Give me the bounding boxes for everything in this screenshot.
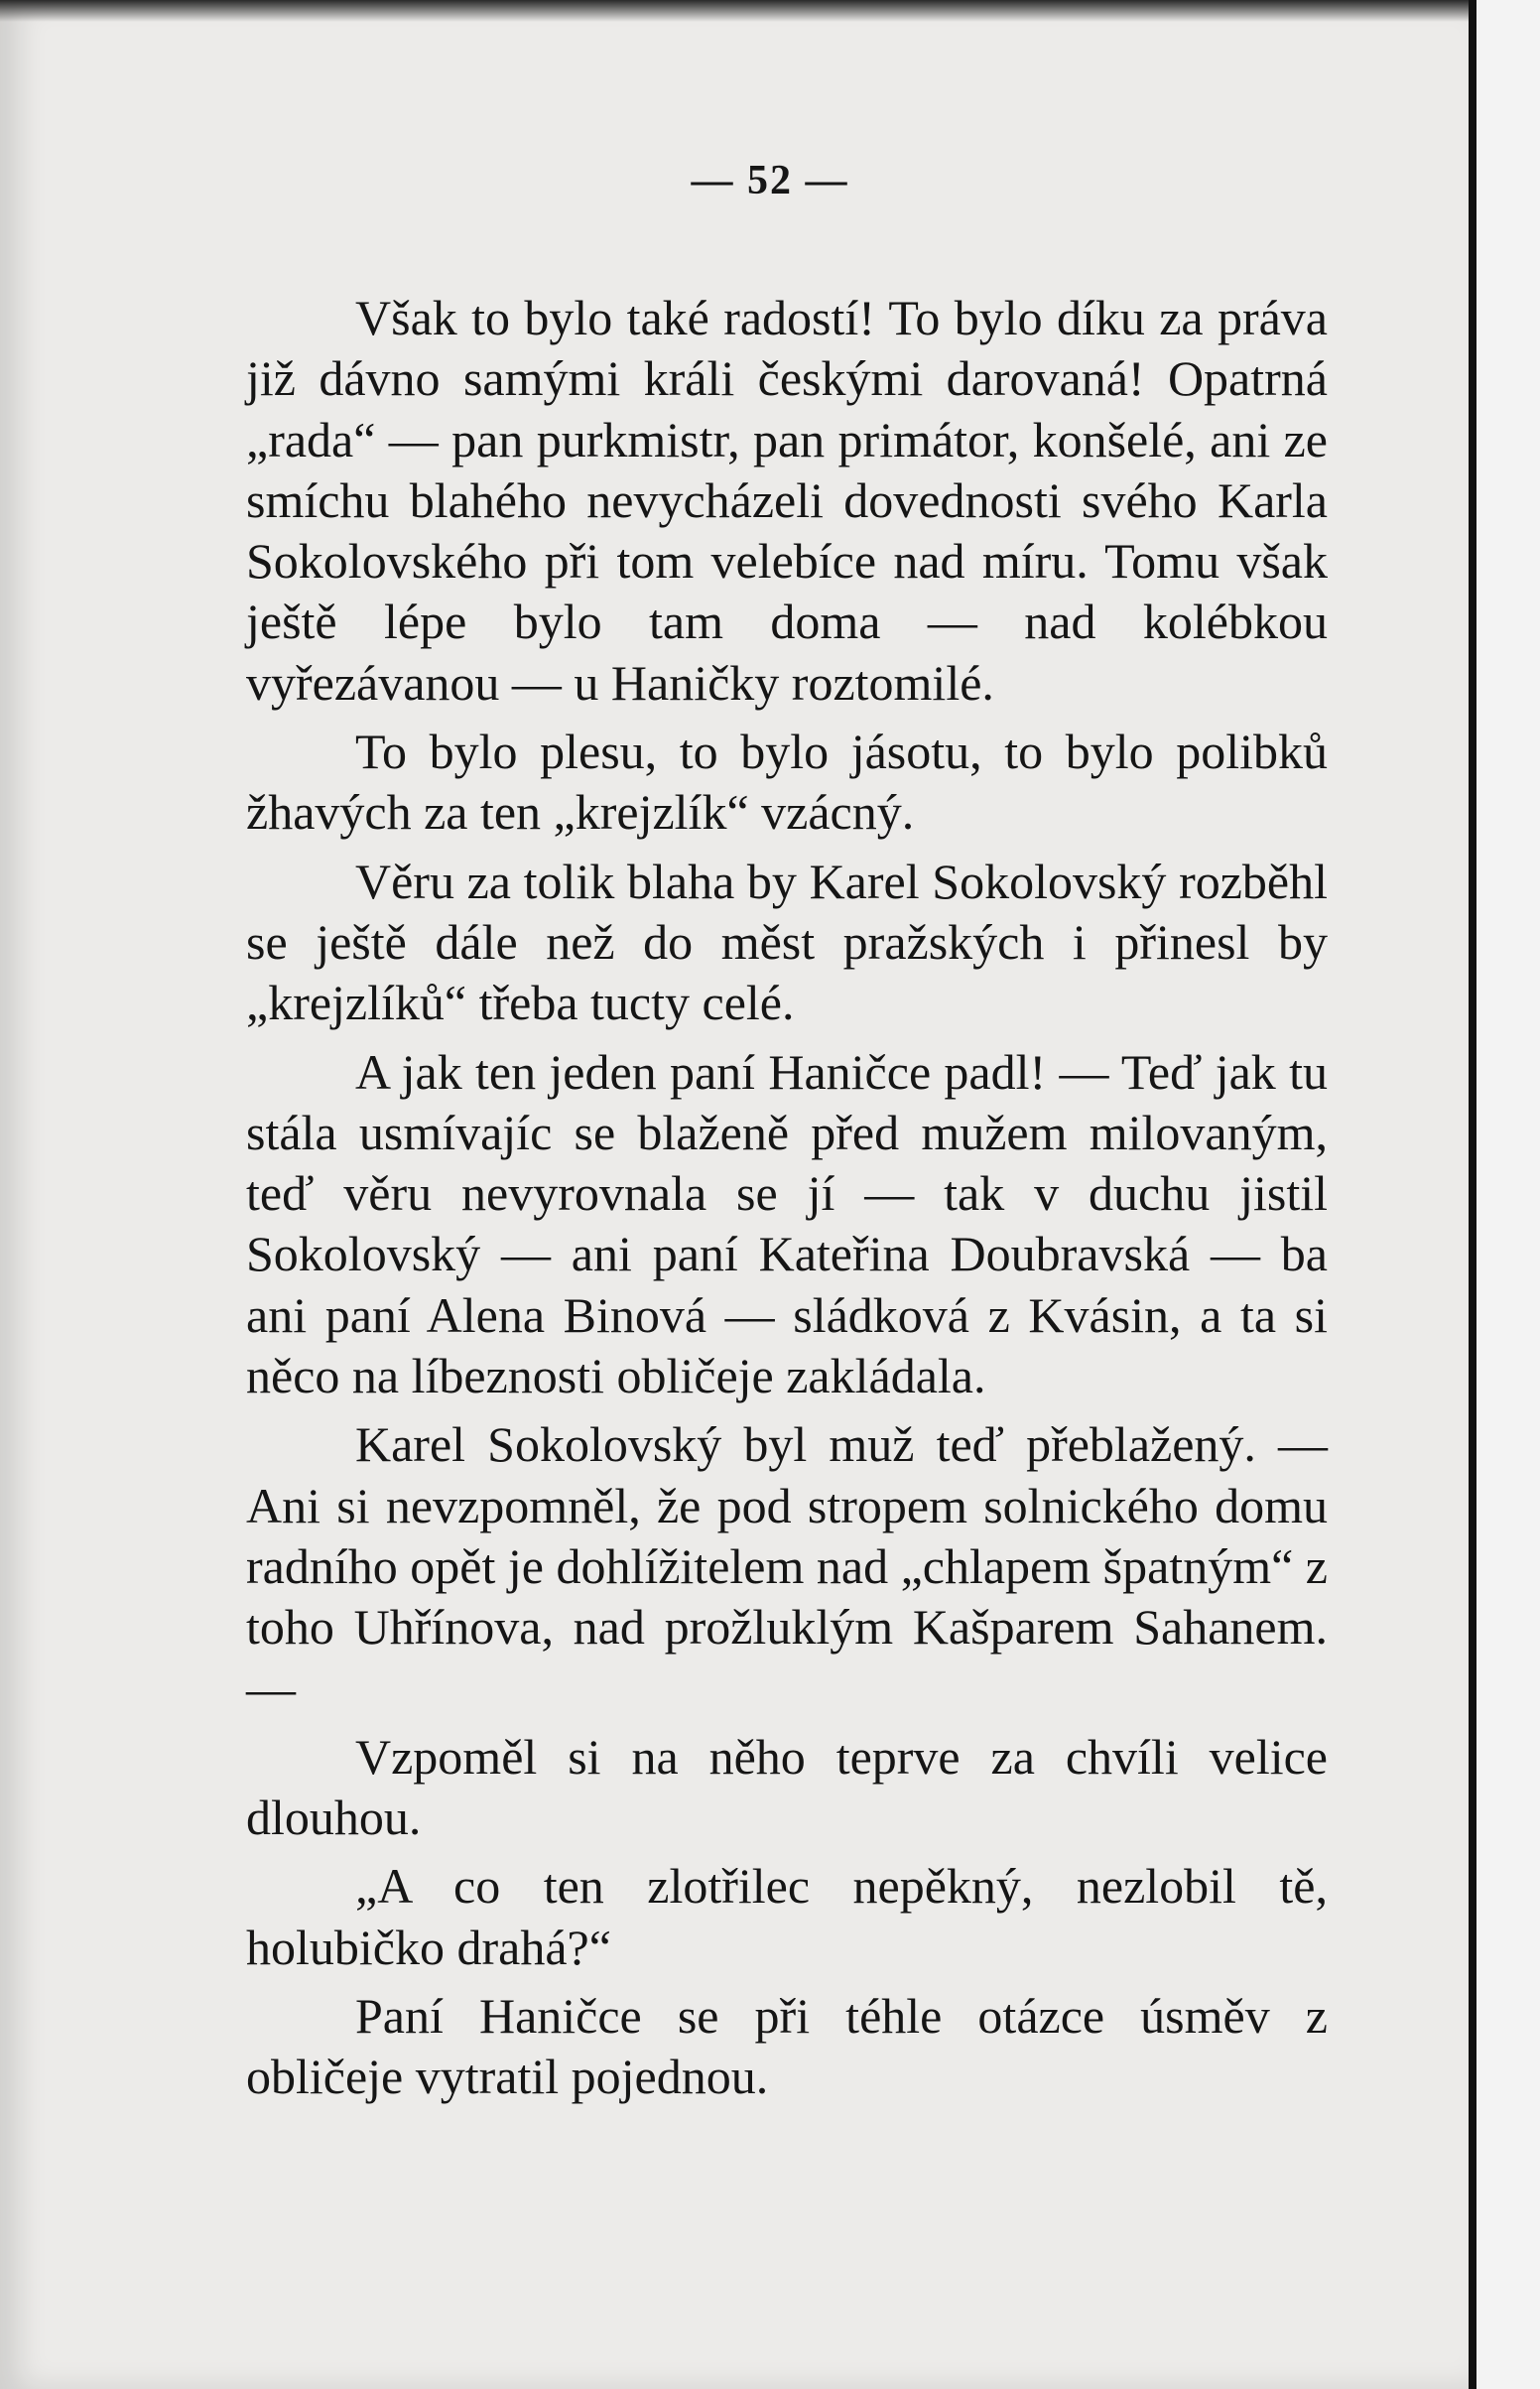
paragraph: A jak ten jeden paní Haničce padl! — Teď jak tu stála usmívajíc se blaženě před mužem milovaným, teď věru nevyrovnala se jí — tak v duchu jistil Sokolovský — ani paní Kateřina Doubravská — ba ani paní Alena Binová — sládková z Kvásin, a ta si něco na líbeznosti obličeje zakládala.	[246, 1043, 1328, 1404]
paragraph: Karel Sokolovský byl muž teď přeblažený. — Ani si nevzpomněl, že pod stropem solnického domu radního opět je dohlížitelem nad „chlapem špatným“ z toho Uhřínova, nad prožluklým Kašparem Sahanem. —	[246, 1416, 1328, 1716]
paragraph: „A co ten zlotřilec nepěkný, nezlobil tě, holubičko drahá?“	[246, 1858, 1328, 1975]
paragraph: Vzpoměl si na něho teprve za chvíli velice dlouhou.	[246, 1728, 1328, 1846]
paragraph: Paní Haničce se při téhle otázce úsměv z obličeje vytratil pojednou.	[246, 1988, 1328, 2105]
paragraph: Však to bylo také radostí! To bylo díku za práva již dávno samými králi českými darovaná! Opatrná „rada“ — pan purkmistr, pan primátor, konšelé, ani ze smíchu blahého nevycházeli dovednosti svého Karla Sokolovského při tom velebíce nad míru. Tomu však ještě lépe bylo tam doma — nad kolébkou vyřezávanou — u Haničky roztomilé.	[246, 290, 1328, 711]
page-top-shadow	[0, 0, 1469, 22]
paragraph: To bylo plesu, to bylo jásotu, to bylo polibků žhavých za ten „krejzlík“ vzácný.	[246, 724, 1328, 841]
page-edge-strip	[1469, 0, 1540, 2389]
paragraph: Věru za tolik blaha by Karel Sokolovský rozběhl se ještě dále než do měst pražských i přinesl by „krejzlíků“ třeba tucty celé.	[246, 853, 1328, 1031]
page-number: — 52 —	[691, 158, 849, 203]
body-text	[246, 288, 1328, 2108]
